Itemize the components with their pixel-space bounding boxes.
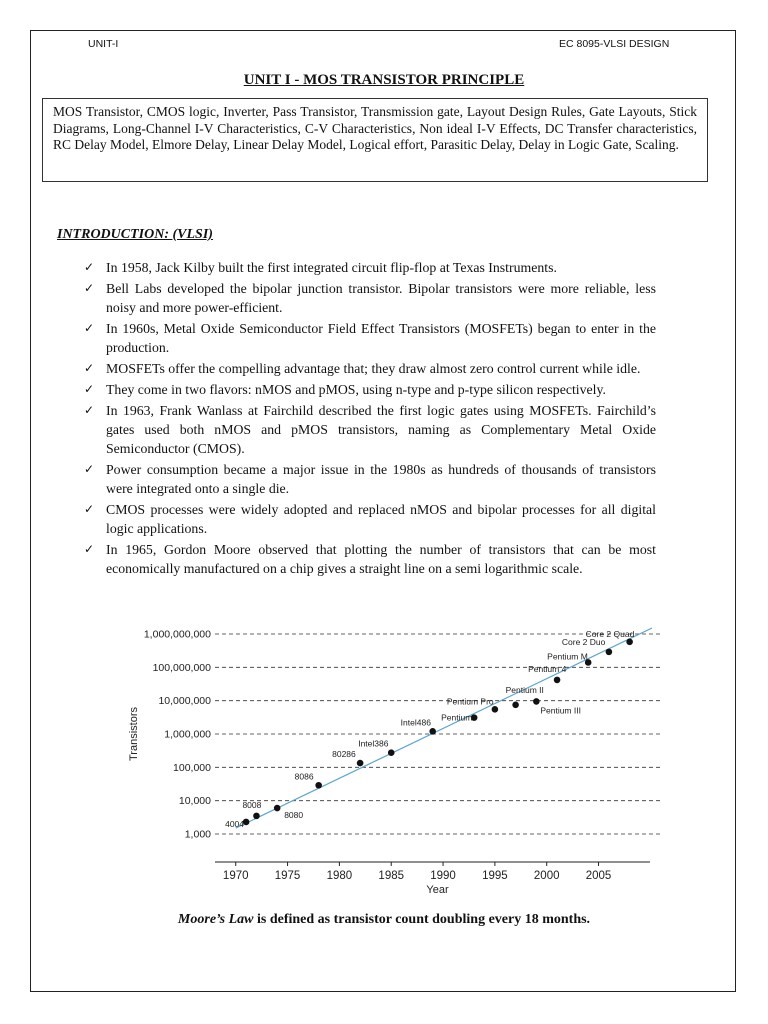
data-point — [554, 677, 561, 684]
bullet-text: In 1958, Jack Kilby built the first integrated circuit flip-flop at Texas Instruments. — [106, 260, 557, 275]
introduction-heading: INTRODUCTION: (VLSI) — [57, 227, 213, 242]
point-label: Pentium 4 — [528, 663, 567, 674]
data-point — [357, 760, 364, 767]
y-tick-label: 100,000 — [173, 761, 211, 774]
point-label: Pentium II — [505, 684, 544, 695]
bullet-item — [84, 380, 656, 399]
data-point — [274, 805, 281, 812]
point-label: 8086 — [294, 771, 314, 782]
page-title — [0, 72, 768, 89]
x-tick-label: 1990 — [430, 870, 456, 882]
point-label: 80286 — [332, 749, 356, 760]
y-tick-label: 1,000 — [184, 828, 211, 841]
bullet-text: In 1963, Frank Wanlass at Fairchild described the first logic gates using MOSFETs. Fairchild’s gates used both nMOS and pMOS transistors, naming as Complementary Metal Oxide Semiconductor (CMOS). — [106, 403, 656, 456]
point-label: Pentium M — [547, 651, 588, 662]
checkmark-icon: ✓ — [84, 281, 95, 295]
bullet-item — [84, 319, 656, 357]
checkmark-icon: ✓ — [84, 462, 95, 476]
x-axis-title: Year — [426, 884, 449, 896]
syllabus-box: MOS Transistor, CMOS logic, Inverter, Pass Transistor, Transmission gate, Layout Design Rules, Gate Layouts, Stick Diagrams, Long-Channel I-V Characteristics, C-V Characteristics, Non ideal I-V Effects, DC Transfer characteristics, RC Delay Model, Elmore Delay, Linear Delay Model, Logical effort, Parasitic Delay, Delay in Logic Gate, Scaling. — [42, 98, 708, 182]
chart-caption — [0, 912, 768, 928]
bullet-text: They come in two flavors: nMOS and pMOS, using n-type and p-type silicon respectively. — [106, 382, 606, 397]
y-tick-label: 1,000,000,000 — [143, 628, 211, 641]
header-unit: UNIT-I — [88, 38, 119, 50]
checkmark-icon: ✓ — [84, 361, 95, 375]
intro-bullet-list — [84, 258, 656, 580]
bullet-text: Power consumption became a major issue in the 1980s as hundreds of thousands of transistors were integrated onto a single die. — [106, 462, 656, 496]
bullet-text: Bell Labs developed the bipolar junction transistor. Bipolar transistors were more reliable, less noisy and more power-efficient. — [106, 281, 656, 315]
bullet-item — [84, 359, 656, 378]
x-tick-label: 2005 — [585, 870, 612, 882]
bullet-text: CMOS processes were widely adopted and replaced nMOS and bipolar processes for all digital logic applications. — [106, 502, 656, 536]
bullet-item — [84, 500, 656, 538]
point-label: Core 2 Duo — [561, 636, 606, 647]
x-tick-label: 1995 — [482, 870, 508, 882]
header-course: EC 8095-VLSI DESIGN — [559, 38, 670, 50]
data-point — [626, 639, 633, 646]
data-point — [253, 813, 260, 820]
point-label: 8008 — [242, 799, 262, 810]
checkmark-icon: ✓ — [84, 542, 95, 556]
point-label: Pentium Pro — [446, 696, 494, 707]
bullet-text: In 1965, Gordon Moore observed that plotting the number of transistors that can be most economically manufactured on a chip gives a straight line on a semi logarithmic scale. — [106, 542, 656, 576]
x-tick-label: 1985 — [378, 870, 405, 882]
caption-emphasis: Moore’s Law — [177, 912, 254, 927]
point-label: Intel386 — [358, 738, 389, 749]
checkmark-icon: ✓ — [84, 403, 95, 417]
data-point — [388, 749, 395, 756]
checkmark-icon: ✓ — [84, 260, 95, 274]
bullet-item — [84, 540, 656, 578]
page-title-text: UNIT I - MOS TRANSISTOR PRINCIPLE — [243, 72, 525, 88]
y-tick-label: 10,000 — [178, 795, 211, 808]
y-tick-label: 10,000,000 — [158, 695, 211, 708]
bullet-item — [84, 460, 656, 498]
x-tick-label: 1970 — [222, 870, 249, 882]
y-axis-title: Transistors — [128, 707, 140, 761]
y-tick-label: 1,000,000 — [164, 728, 211, 741]
point-label: 4004 — [225, 818, 245, 829]
bullet-text: MOSFETs offer the compelling advantage that; they draw almost zero control current while idle. — [106, 361, 641, 376]
point-label: 8080 — [284, 810, 304, 821]
bullet-item — [84, 401, 656, 458]
point-label: Pentium III — [540, 705, 581, 716]
checkmark-icon: ✓ — [84, 321, 95, 335]
x-tick-label: 2000 — [533, 870, 560, 882]
moores-law-chart — [120, 622, 680, 912]
checkmark-icon: ✓ — [84, 502, 95, 516]
data-point — [315, 782, 322, 789]
bullet-text: In 1960s, Metal Oxide Semiconductor Field Effect Transistors (MOSFETs) began to enter in the production. — [106, 321, 656, 355]
point-label: Core 2 Quad — [585, 628, 635, 639]
x-tick-label: 1980 — [326, 870, 353, 882]
data-point — [492, 706, 499, 713]
point-label: Pentium — [441, 712, 473, 723]
y-tick-label: 100,000,000 — [152, 661, 211, 674]
data-point — [512, 702, 519, 709]
point-label: Intel486 — [400, 717, 431, 728]
data-point — [429, 728, 436, 735]
data-point — [533, 698, 540, 705]
x-tick-label: 1975 — [274, 870, 301, 882]
bullet-item — [84, 258, 656, 277]
checkmark-icon: ✓ — [84, 382, 95, 396]
data-point — [606, 649, 613, 656]
trend-line — [236, 628, 652, 828]
bullet-item — [84, 279, 656, 317]
caption-text: is defined as transistor count doubling every 18 months. — [253, 912, 591, 927]
